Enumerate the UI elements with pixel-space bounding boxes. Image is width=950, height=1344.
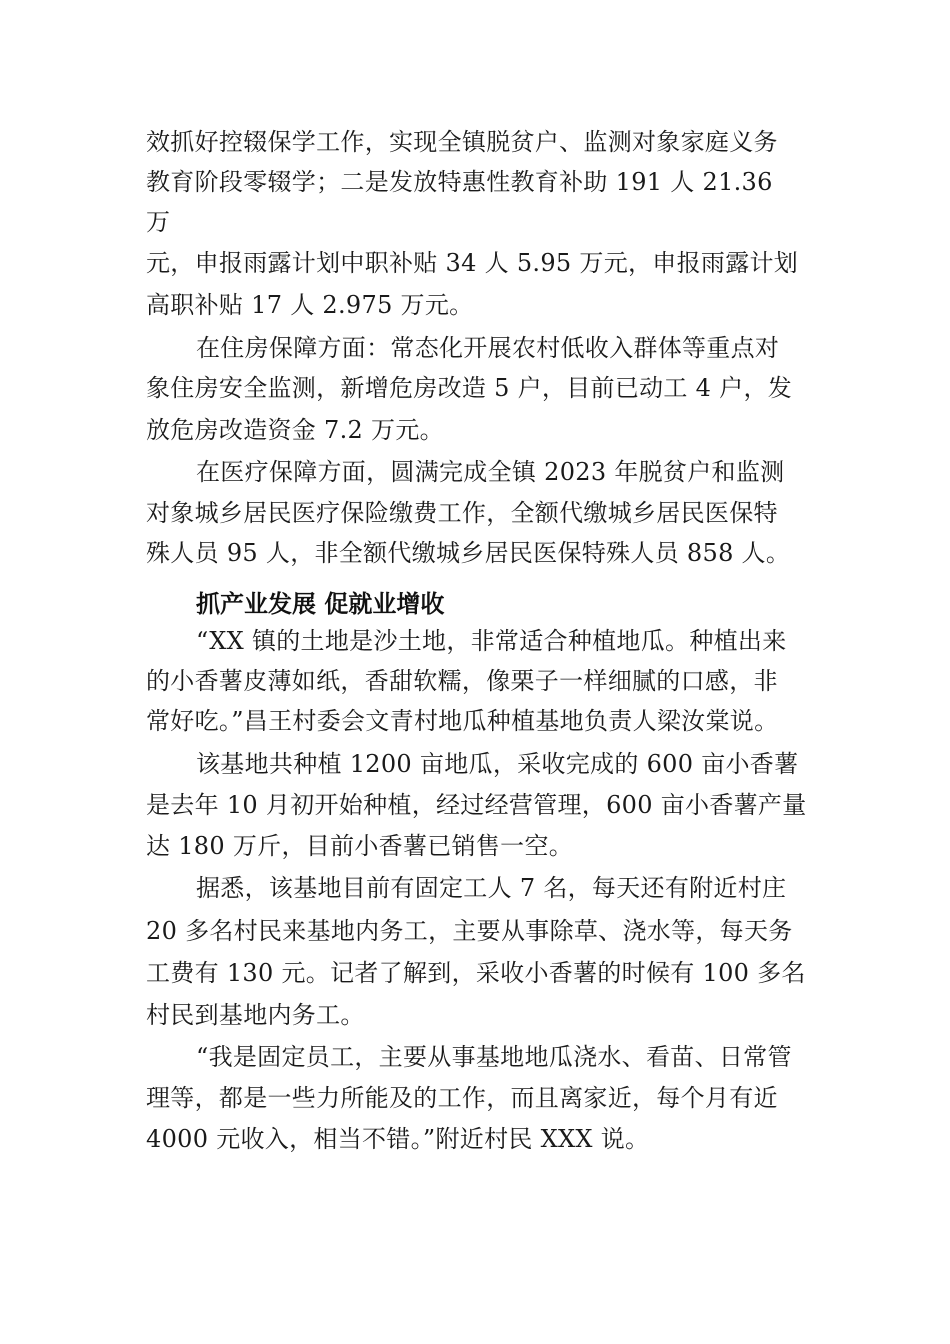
text-line: 对象城乡居民医疗保险缴费工作，全额代缴城乡居民医保特 bbox=[146, 499, 778, 527]
paragraph-housing: 在住房保障方面：常态化开展农村低收入群体等重点对 bbox=[196, 334, 780, 362]
text-line: 常好吃。”昌王村委会文青村地瓜种植基地负责人梁汝棠说。 bbox=[146, 707, 779, 735]
text-line: 的小香薯皮薄如纸，香甜软糯，像栗子一样细腻的口感，非 bbox=[146, 667, 778, 695]
text-line: 4000 元收入，相当不错。”附近村民 XXX 说。 bbox=[146, 1125, 650, 1153]
text-line: 是去年 10 月初开始种植，经过经营管理，600 亩小香薯产量 bbox=[146, 791, 807, 819]
text-line: 村民到基地内务工。 bbox=[146, 1001, 365, 1029]
text-line: 工费有 130 元。记者了解到，采收小香薯的时候有 100 多名 bbox=[146, 959, 806, 987]
text-line: 效抓好控辍保学工作，实现全镇脱贫户、监测对象家庭义务 bbox=[146, 128, 778, 156]
paragraph-base: 该基地共种植 1200 亩地瓜，采收完成的 600 亩小香薯 bbox=[196, 750, 799, 778]
paragraph-quote-1: “XX 镇的土地是沙土地，非常适合种植地瓜。种植出来 bbox=[196, 627, 787, 655]
text-line: 教育阶段零辍学；二是发放特惠性教育补助 191 人 21.36 bbox=[146, 168, 773, 196]
text-line: 万 bbox=[146, 208, 171, 236]
text-line: 20 多名村民来基地内务工，主要从事除草、浇水等，每天务 bbox=[146, 917, 793, 945]
text-line: 象住房安全监测，新增危房改造 5 户，目前已动工 4 户，发 bbox=[146, 374, 793, 402]
paragraph-quote-2: “我是固定员工，主要从事基地地瓜浇水、看苗、日常管 bbox=[196, 1043, 792, 1071]
text-line: 达 180 万斤，目前小香薯已销售一空。 bbox=[146, 832, 574, 860]
text-line: 理等，都是一些力所能及的工作，而且离家近，每个月有近 bbox=[146, 1084, 778, 1112]
text-line: 元，申报雨露计划中职补贴 34 人 5.95 万元，申报雨露计划 bbox=[146, 249, 799, 277]
section-heading: 抓产业发展 促就业增收 bbox=[196, 590, 445, 618]
text-line: 高职补贴 17 人 2.975 万元。 bbox=[146, 291, 474, 319]
paragraph-workers: 据悉，该基地目前有固定工人 7 名，每天还有附近村庄 bbox=[196, 874, 787, 902]
text-line: 殊人员 95 人，非全额代缴城乡居民医保特殊人员 858 人。 bbox=[146, 539, 791, 567]
text-line: 放危房改造资金 7.2 万元。 bbox=[146, 416, 444, 444]
paragraph-medical: 在医疗保障方面，圆满完成全镇 2023 年脱贫户和监测 bbox=[196, 458, 785, 486]
